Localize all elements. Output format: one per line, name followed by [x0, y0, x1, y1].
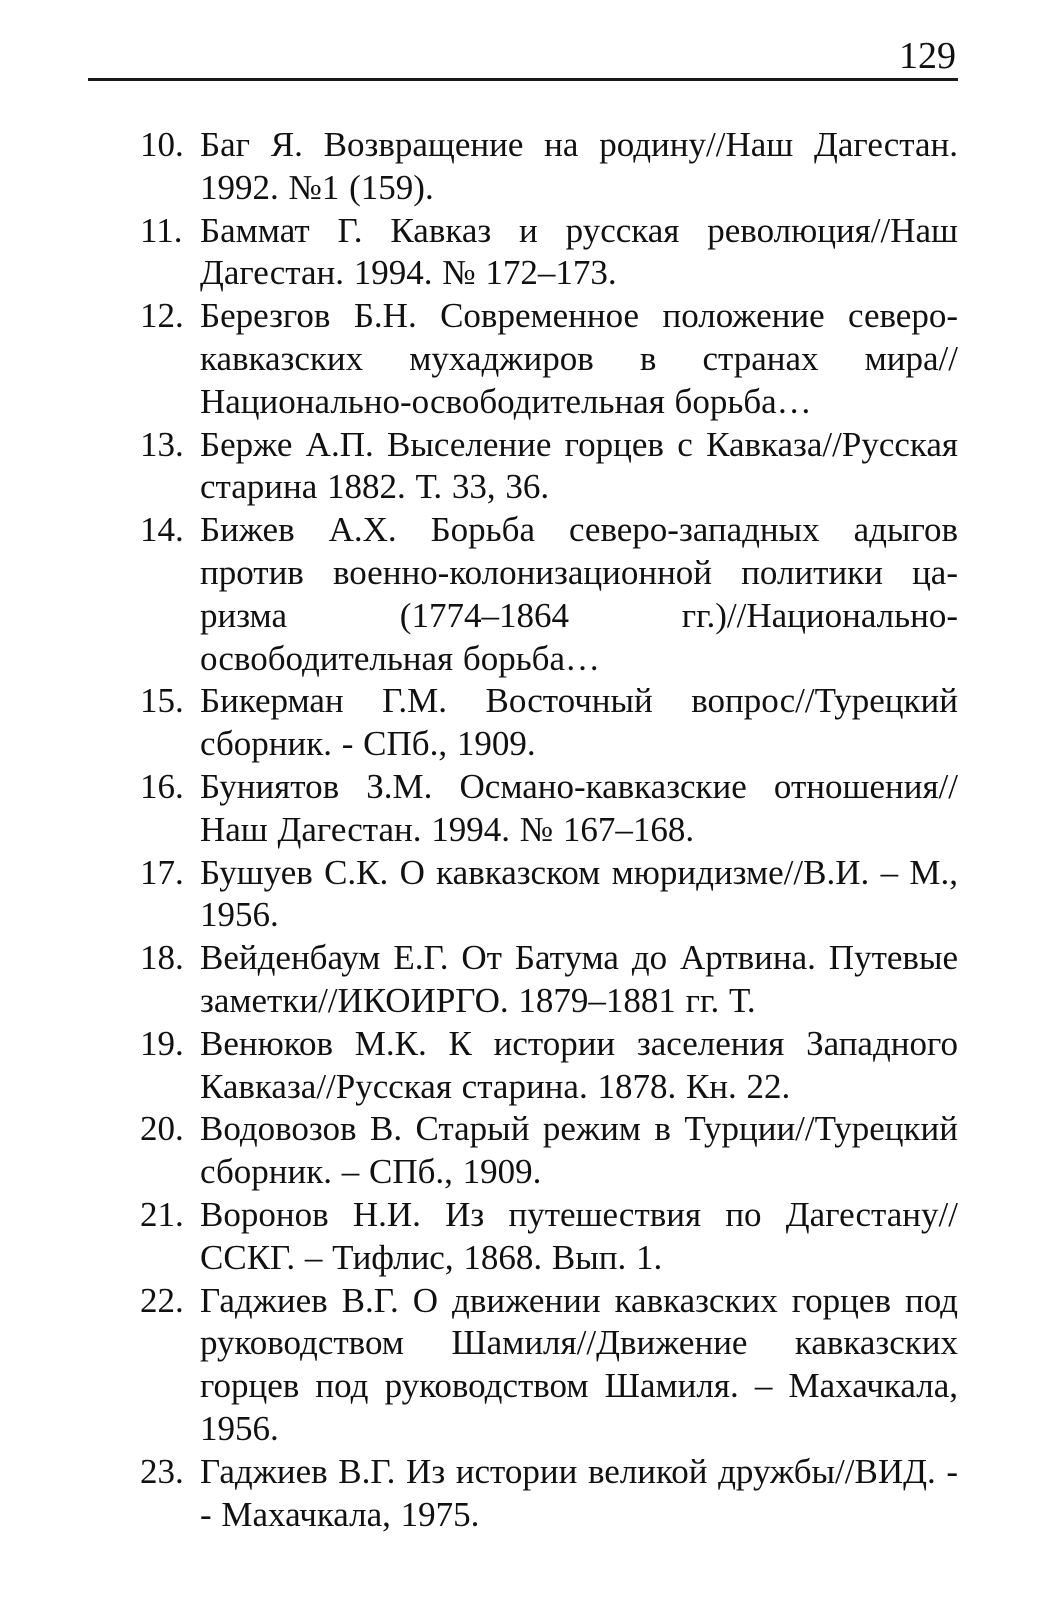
- bibliography-entry: [140, 509, 958, 680]
- entry-number: 19.: [140, 1023, 184, 1063]
- bibliography-entry: [140, 1280, 958, 1451]
- entry-text: Буниятов З.М. Османо-кавказские отношения//Наш Дагестан. 1994. № 167–168.: [200, 766, 958, 849]
- bibliography-entry: [140, 1108, 958, 1194]
- bibliography-entry: [140, 1023, 958, 1109]
- bibliography-entry: [140, 852, 958, 938]
- entry-text: Воронов Н.И. Из путешествия по Дагестану//ССКГ. – Тифлис, 1868. Вып. 1.: [200, 1194, 958, 1277]
- entry-number: 22.: [140, 1280, 184, 1320]
- entry-number: 20.: [140, 1109, 184, 1149]
- entry-text: Вейденбаум Е.Г. От Батума до Артвина. Путевые заметки//ИКОИРГО. 1879–1881 гг. Т.: [200, 938, 958, 1020]
- entry-number: 16.: [140, 766, 184, 806]
- entry-text: Баммат Г. Кавказ и русская революция//Наш Дагестан. 1994. № 172–173.: [200, 210, 958, 293]
- header-rule: [88, 78, 958, 81]
- bibliography-entry: [140, 295, 958, 423]
- bibliography-entry: [140, 937, 958, 1023]
- bibliography-list: [140, 124, 958, 1536]
- entry-number: 14.: [140, 510, 184, 550]
- bibliography-entry: [140, 424, 958, 510]
- entry-text: Гаджиев В.Г. О движении кавказских горцев под руководством Шамиля//Движение кавказских горцев под руководством Шамиля. – Махачкала, 1956.: [200, 1280, 958, 1448]
- bibliography-entry: [140, 766, 958, 852]
- bibliography-entry: [140, 210, 958, 296]
- entry-text: Берже А.П. Выселение горцев с Кавказа//Русская старина 1882. Т. 33, 36.: [200, 424, 958, 507]
- entry-number: 23.: [140, 1451, 184, 1491]
- bibliography-entry: [140, 124, 958, 210]
- entry-number: 21.: [140, 1194, 184, 1234]
- bibliography-entry: [140, 1194, 958, 1280]
- entry-number: 10.: [140, 125, 184, 164]
- bibliography-entry: [140, 1451, 958, 1537]
- entry-number: 13.: [140, 424, 184, 464]
- entry-text: Баг Я. Возвращение на родину//Наш Дагестан. 1992. №1 (159).: [200, 125, 958, 207]
- entry-number: 12.: [140, 296, 184, 336]
- entry-number: 18.: [140, 938, 184, 978]
- entry-text: Березгов Б.Н. Современное положение северокавказских мухаджиров в странах мира//Национально-освободительная борьба…: [200, 296, 958, 421]
- entry-number: 11.: [140, 210, 183, 250]
- page-number: 129: [899, 35, 956, 77]
- entry-text: Венюков М.К. К истории заселения Западного Кавказа//Русская старина. 1878. Кн. 22.: [200, 1023, 958, 1106]
- entry-text: Бушуев С.К. О кавказском мюридизме//В.И. – М., 1956.: [200, 852, 958, 935]
- entry-number: 15.: [140, 681, 184, 721]
- entry-text: Бижев А.Х. Борьба северо-западных адыгов против военно-колонизационной политики царизма (1774–1864 гг.)//Национально-освободительная борьба…: [200, 510, 958, 678]
- entry-text: Бикерман Г.М. Восточный вопрос//Турецкий сборник. - СПб., 1909.: [200, 681, 958, 764]
- entry-text: Гаджиев В.Г. Из истории великой дружбы//ВИД. -- Махачкала, 1975.: [200, 1451, 958, 1534]
- entry-text: Водовозов В. Старый режим в Турции//Турецкий сборник. – СПб., 1909.: [200, 1109, 958, 1192]
- entry-number: 17.: [140, 852, 184, 892]
- bibliography-entry: [140, 680, 958, 766]
